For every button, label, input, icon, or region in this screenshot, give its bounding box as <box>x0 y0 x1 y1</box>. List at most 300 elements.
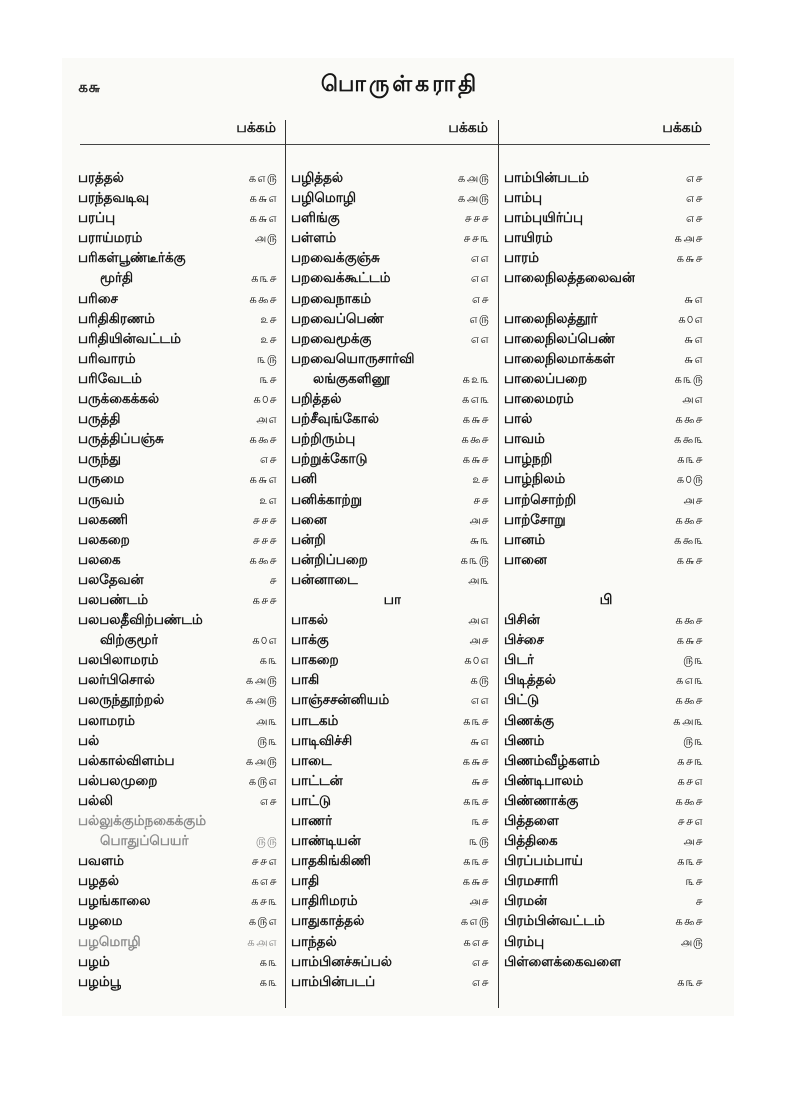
entry-word: பாகி <box>291 672 320 689</box>
index-entry <box>504 309 708 329</box>
entry-page-number: ௧௩ <box>259 974 278 989</box>
index-entry <box>78 530 282 550</box>
entry-page-number: ௩௪ <box>259 371 278 386</box>
index-entry <box>504 851 708 871</box>
index-entry <box>78 429 282 449</box>
index-entry <box>78 650 282 670</box>
entry-page-number: ௧௪௪ <box>252 592 278 607</box>
entry-word: பாதகிங்கிணி <box>291 853 371 870</box>
entry-word: பற்றிரும்பு <box>291 431 356 448</box>
index-entry <box>291 690 494 710</box>
entry-word: பலபிலாமரம் <box>78 652 159 669</box>
index-entry <box>504 550 708 570</box>
index-entry <box>78 972 282 992</box>
entry-page-number: ௩௪ <box>471 814 490 828</box>
entry-page-number: ௭௪ <box>259 452 278 467</box>
entry-page-number: ௩௫ <box>469 834 490 849</box>
entry-word: பவளம் <box>78 853 125 870</box>
entry-page-number: ௧௩௪ <box>676 452 704 467</box>
entry-page-number: ௩௪ <box>685 874 704 889</box>
index-entry <box>504 168 708 188</box>
entry-page-number: ௭௪ <box>685 191 704 206</box>
entry-word: பரத்தல் <box>78 170 124 186</box>
entry-page-number: ௪ <box>269 572 278 587</box>
entry-word: பாட்டன் <box>291 772 343 789</box>
index-entry <box>504 811 708 831</box>
entry-word: பல்கால்விளம்ப <box>78 752 175 769</box>
entry-page-number: ௧௭௪ <box>463 934 490 949</box>
entry-page-number: ௧௮௫ <box>245 693 278 708</box>
entry-page-number: ௭௪ <box>685 211 704 226</box>
entry-page-number: ௮௩ <box>255 713 278 728</box>
entry-page-number: ௨௭ <box>259 492 278 507</box>
entry-word: பலபலதீவிற்பண்டம் <box>78 612 203 629</box>
entry-page-number: ௧௯௪ <box>675 693 704 708</box>
index-entry <box>78 208 282 228</box>
entry-word: பரிவேடம் <box>78 370 142 387</box>
entry-page-number: ௧௯௪ <box>249 432 278 447</box>
index-entry <box>291 891 494 911</box>
entry-word: பாலைநிலமாக்கள் <box>504 350 615 367</box>
entry-page-number: ௧௮௫ <box>457 191 490 206</box>
entry-page-number: ௭௭ <box>470 331 490 346</box>
index-entry <box>291 289 494 309</box>
entry-page-number: ௧௬௪ <box>462 412 490 427</box>
entry-word: பிரமன் <box>504 893 548 910</box>
entry-page-number: ௧௪௩ <box>676 753 704 768</box>
index-entry <box>291 650 494 670</box>
entry-word: பற்றுக்கோடு <box>291 451 368 468</box>
entry-page-number: ௧௯௪ <box>675 914 704 929</box>
entry-word: பி <box>599 591 613 608</box>
entry-page-number: ௧௨௩ <box>462 371 490 386</box>
index-entry <box>78 590 282 610</box>
index-entry <box>504 911 708 931</box>
entry-page-number: ௭௭ <box>470 271 490 286</box>
entry-word: பிச்சை <box>504 632 545 649</box>
entry-word: பனி <box>291 471 318 488</box>
entry-page-number: ௮௪ <box>469 894 490 909</box>
entry-word: பிணக்கு <box>504 712 555 729</box>
entry-page-number: ௪௪௭ <box>251 854 278 869</box>
index-entry <box>504 690 708 710</box>
entry-word: பிள்ளைக்கைவளை <box>504 953 622 970</box>
index-entry <box>504 670 708 690</box>
entry-word: பல் <box>78 732 100 749</box>
index-entry <box>504 188 708 208</box>
entry-word: பன்னாடை <box>291 571 358 588</box>
entry-word: பாகறை <box>291 652 339 669</box>
column-header: பக்கம் <box>236 120 276 136</box>
index-entry <box>504 289 708 309</box>
entry-list <box>504 168 708 992</box>
entry-page-number: ௧௮௩ <box>672 713 704 728</box>
entry-page-number: ௧௯௩ <box>673 432 704 447</box>
index-entry <box>78 329 282 349</box>
entry-word: பழமை <box>78 913 123 930</box>
index-entry <box>78 911 282 931</box>
index-entry <box>504 510 708 530</box>
entry-word: பானம் <box>504 531 546 548</box>
entry-page-number <box>704 570 708 590</box>
entry-word: பாலைநிலத்தூர் <box>504 310 598 327</box>
index-entry <box>291 530 494 550</box>
index-entry <box>78 851 282 871</box>
entry-page-number <box>704 268 708 288</box>
entry-page-number: ௮௩ <box>467 572 490 587</box>
entry-word: பாடகம் <box>291 712 339 729</box>
entry-page-number: ௧௯௪ <box>675 793 704 808</box>
index-entry <box>78 610 282 630</box>
entry-page-number: ௪ <box>695 894 704 909</box>
entry-word: பாம்பின்படம் <box>504 170 590 186</box>
entry-page-number: ௮௫ <box>680 934 704 949</box>
page-title: பொருள்கராதி <box>320 72 480 97</box>
entry-word: பள்ளம் <box>291 230 337 247</box>
entry-page-number <box>490 349 494 369</box>
column-divider-1 <box>285 120 286 1008</box>
index-entry <box>78 289 282 309</box>
entry-page-number: ௧௦௭ <box>677 311 704 326</box>
entry-word: பழித்தல் <box>291 170 344 186</box>
index-entry <box>291 911 494 931</box>
entry-word: பழிமொழி <box>291 190 357 207</box>
entry-word: பொதுப்பெயர் <box>100 833 189 850</box>
index-entry <box>78 711 282 731</box>
entry-page-number: ௧௯௪ <box>461 432 490 447</box>
entry-word: பரிவாரம் <box>78 350 136 367</box>
index-entry <box>78 791 282 811</box>
index-entry <box>504 208 708 228</box>
entry-word: பல்லுக்கும்நகைக்கும் <box>78 813 207 829</box>
entry-word: பானை <box>504 551 547 568</box>
entry-word: பருவம் <box>78 491 125 508</box>
index-entry <box>291 369 494 389</box>
entry-page-number: ௧௬௭ <box>249 472 278 487</box>
index-entry <box>291 188 494 208</box>
entry-page-number: ௪௪௩ <box>463 231 490 246</box>
entry-page-number: ௭௫ <box>469 311 490 326</box>
entry-page-number: ௭௪ <box>471 974 490 989</box>
index-entry <box>504 369 708 389</box>
index-entry <box>291 831 494 851</box>
index-entry <box>291 208 494 228</box>
index-entry <box>78 570 282 590</box>
index-entry <box>78 550 282 570</box>
index-entry <box>78 469 282 489</box>
index-entry <box>504 891 708 911</box>
index-entry <box>291 731 494 751</box>
index-entry <box>291 349 494 369</box>
index-entry <box>504 952 708 972</box>
entry-word: பாண்டியன் <box>291 833 361 850</box>
index-entry <box>291 630 494 650</box>
entry-word: பலாமரம் <box>78 712 136 729</box>
index-entry <box>291 851 494 871</box>
entry-page-number: ௮௫ <box>254 231 278 246</box>
entry-page-number: ௧௫௭ <box>248 914 278 929</box>
entry-word: பனிக்காற்று <box>291 491 362 508</box>
index-entry <box>504 490 708 510</box>
entry-list <box>78 168 282 992</box>
index-entry <box>78 831 282 851</box>
index-entry <box>78 228 282 248</box>
entry-page-number: ௧௦௫ <box>676 472 704 487</box>
entry-page-number <box>278 248 282 268</box>
entry-page-number: ௧௯௪ <box>249 552 278 567</box>
entry-word: பற்சீவுங்கோல் <box>291 411 379 428</box>
section-letter <box>291 590 494 610</box>
entry-word: பனை <box>291 511 327 528</box>
entry-page-number: ௪௪௪ <box>252 512 278 527</box>
entry-page-number: ௧௬௪ <box>676 552 704 567</box>
index-entry <box>504 389 708 409</box>
index-entry <box>504 570 708 590</box>
entry-word: பிணம்வீழ்களம் <box>504 752 600 769</box>
entry-page-number <box>704 952 708 972</box>
entry-page-number: ௧௯௪ <box>675 412 704 427</box>
entry-page-number: ௮௪ <box>683 834 704 849</box>
index-entry <box>504 248 708 268</box>
entry-page-number: ௧௭௩ <box>461 392 490 407</box>
index-entry <box>78 268 282 288</box>
entry-word: பரப்பு <box>78 210 116 227</box>
entry-page-number: ௭௭ <box>470 251 490 266</box>
entry-page-number: ௨௪ <box>472 472 490 487</box>
entry-word: பாந்தல் <box>291 933 337 950</box>
entry-page-number <box>278 610 282 630</box>
entry-word: பாதுகாத்தல் <box>291 913 365 930</box>
entry-page-number: ௪௪ <box>473 492 490 507</box>
entry-page-number: ௧௮௫ <box>245 673 278 688</box>
entry-word: பா <box>383 591 402 608</box>
entry-word: பாற்சோறு <box>504 511 566 528</box>
entry-page-number: ௧௩௪ <box>250 271 278 286</box>
entry-word: பரந்தவடிவு <box>78 190 150 207</box>
entry-page-number: ௧௬௭ <box>249 211 278 226</box>
entry-page-number: ௧௯௩ <box>673 532 704 547</box>
entry-page-number: ௧௬௪ <box>676 251 704 266</box>
entry-word: பிரம்பு <box>504 933 545 950</box>
entry-word: பிண்டிபாலம் <box>504 772 584 789</box>
index-entry <box>78 309 282 329</box>
entry-page-number: ௪௪௪ <box>464 211 490 226</box>
entry-page-number: ௧௭௩ <box>675 673 704 688</box>
entry-page-number: ௭௭ <box>470 693 490 708</box>
index-entry <box>291 409 494 429</box>
entry-word: பாழ்நிலம் <box>504 471 566 488</box>
entry-page-number: ௧௩௪ <box>676 974 704 989</box>
entry-word: பாதி <box>291 873 320 890</box>
entry-list <box>291 168 494 992</box>
entry-word: பாலைமரம் <box>504 391 574 408</box>
entry-page-number: ௫௩ <box>257 733 278 748</box>
entry-word: பழம் <box>78 953 110 970</box>
index-entry <box>78 389 282 409</box>
entry-page-number: ௧௩௪ <box>462 793 490 808</box>
entry-word: பழம்பூ <box>78 973 122 990</box>
index-entry <box>291 932 494 952</box>
entry-word: பாட்டு <box>291 792 331 809</box>
entry-word: பரிகள்பூண்டீர்க்கு <box>78 250 186 267</box>
index-entry <box>504 409 708 429</box>
entry-page-number: ௧௩ <box>259 653 278 668</box>
entry-page-number: ௧௮௫ <box>245 753 278 768</box>
index-entry <box>504 751 708 771</box>
entry-page-number: ௧௬௪ <box>462 874 490 889</box>
index-entry <box>504 871 708 891</box>
entry-word: பாம்பின்படப் <box>291 973 376 990</box>
index-entry <box>291 871 494 891</box>
index-entry <box>504 610 708 630</box>
index-entry <box>504 791 708 811</box>
index-entry <box>291 610 494 630</box>
entry-word: பழதல் <box>78 873 119 890</box>
entry-page-number: ௬௭ <box>684 331 704 346</box>
entry-word: பாழ்நறி <box>504 451 553 468</box>
entry-page-number: ௧௪௭ <box>677 773 704 788</box>
index-entry <box>78 369 282 389</box>
entry-page-number: ௧௯௪ <box>249 291 278 306</box>
entry-word: பாற்சொற்றி <box>504 491 577 508</box>
index-entry <box>504 449 708 469</box>
index-entry <box>504 469 708 489</box>
entry-word: பிசின் <box>504 612 540 629</box>
entry-page-number: ௧௬௪ <box>462 452 490 467</box>
entry-word: விற்குமூர் <box>100 632 159 649</box>
index-entry <box>504 268 708 288</box>
entry-word: பலபண்டம் <box>78 591 149 608</box>
entry-word: பாகல் <box>291 612 328 629</box>
entry-word: பிணம் <box>504 732 545 749</box>
index-entry <box>291 791 494 811</box>
entry-word: பாலைநிலப்பெண் <box>504 330 616 347</box>
index-entry <box>291 952 494 972</box>
index-entry <box>504 349 708 369</box>
entry-word: பருத்தி <box>78 411 121 428</box>
entry-word: பருத்திப்பஞ்சு <box>78 431 164 448</box>
entry-word: பிண்ணாக்கு <box>504 792 579 809</box>
entry-word: மூர்தி <box>100 270 134 287</box>
column-header: பக்கம் <box>448 120 488 136</box>
index-entry <box>504 429 708 449</box>
index-entry <box>291 228 494 248</box>
entry-word: பரிதிகிரணம் <box>78 310 155 327</box>
entry-word: பாம்புயிர்ப்பு <box>504 210 584 227</box>
index-entry <box>291 469 494 489</box>
entry-page-number: ௧௬௪ <box>676 633 704 648</box>
entry-page-number: ௭௪ <box>685 171 704 185</box>
index-entry <box>291 771 494 791</box>
entry-word: பாவம் <box>504 431 545 448</box>
section-letter <box>504 590 708 610</box>
entry-page-number: ௧௩ <box>259 954 278 969</box>
entry-page-number: ௮௭ <box>467 613 490 628</box>
entry-page-number: ௪௪௪ <box>252 532 278 547</box>
index-column-2 <box>291 120 494 992</box>
entry-word: பாம்பினச்சுப்பல் <box>291 953 392 970</box>
entry-word: பிடித்தல் <box>504 672 556 689</box>
index-entry <box>504 530 708 550</box>
entry-page-number: ௧௦௭ <box>463 653 490 668</box>
entry-word: பன்றிப்பறை <box>291 551 368 568</box>
entry-page-number: ௬௭ <box>684 351 704 366</box>
entry-word: பிரம்பின்வட்டம் <box>504 913 605 930</box>
entry-page-number: ௧௬௪ <box>462 753 490 768</box>
index-entry <box>504 630 708 650</box>
index-entry <box>504 711 708 731</box>
page-number: ௧௬ <box>78 78 101 96</box>
entry-page-number: ௭௪ <box>471 291 490 306</box>
entry-word: பறவைப்பெண் <box>291 310 384 327</box>
index-entry <box>78 771 282 791</box>
column-divider-2 <box>498 120 499 1008</box>
entry-page-number: ௧௩௪ <box>676 854 704 869</box>
index-entry <box>78 490 282 510</box>
entry-word: பாதிரிமரம் <box>291 893 358 910</box>
entry-word: பாலைநிலத்தலைவன் <box>504 270 636 287</box>
index-entry <box>291 309 494 329</box>
index-entry <box>78 731 282 751</box>
entry-page-number: ௫௩ <box>683 653 704 668</box>
entry-page-number: ௬௭ <box>470 733 490 748</box>
index-entry <box>504 972 708 992</box>
index-entry <box>291 811 494 831</box>
entry-word: பால் <box>504 411 533 428</box>
index-entry <box>291 670 494 690</box>
entry-word: பலகறை <box>78 531 130 548</box>
index-entry <box>78 891 282 911</box>
index-entry <box>504 650 708 670</box>
index-entry <box>291 429 494 449</box>
index-entry <box>291 570 494 590</box>
entry-page-number: ௧௮௫ <box>457 171 490 185</box>
index-entry <box>504 329 708 349</box>
entry-word: பன்றி <box>291 531 326 548</box>
entry-page-number: ௧௭௫ <box>460 914 490 929</box>
index-entry <box>78 168 282 188</box>
entry-page-number: ௫௩ <box>683 733 704 748</box>
entry-word: பலகை <box>78 551 121 568</box>
index-entry <box>291 449 494 469</box>
entry-word: பறவைக்கூட்டம் <box>291 270 391 287</box>
index-entry <box>504 831 708 851</box>
index-entry <box>78 670 282 690</box>
index-entry <box>291 490 494 510</box>
entry-word: பறவையொருசார்வி <box>291 350 415 367</box>
index-entry <box>291 168 494 188</box>
entry-word: பாணர் <box>291 813 333 829</box>
entry-word: பலருந்தூற்றல் <box>78 692 165 709</box>
entry-page-number: ௧௬௭ <box>249 191 278 206</box>
entry-word: பாலைப்பறை <box>504 370 588 387</box>
entry-page-number: ௮௭ <box>681 392 704 407</box>
entry-page-number: ௧௭௫ <box>248 171 278 185</box>
entry-word: பழங்காலை <box>78 893 151 910</box>
entry-word: பிரமசாரி <box>504 873 559 890</box>
entry-page-number: ௩௫ <box>257 351 278 366</box>
entry-word: பாடிவிச்சி <box>291 732 353 749</box>
index-entry <box>78 751 282 771</box>
entry-page-number <box>278 811 282 831</box>
index-entry <box>78 349 282 369</box>
index-entry <box>78 932 282 952</box>
entry-word: பருமை <box>78 471 125 488</box>
entry-page-number: ௫௫ <box>255 834 278 849</box>
entry-page-number: ௨௪ <box>260 311 278 326</box>
entry-page-number: ௬௩ <box>469 532 490 547</box>
entry-word: பலர்பிசொல் <box>78 672 155 689</box>
